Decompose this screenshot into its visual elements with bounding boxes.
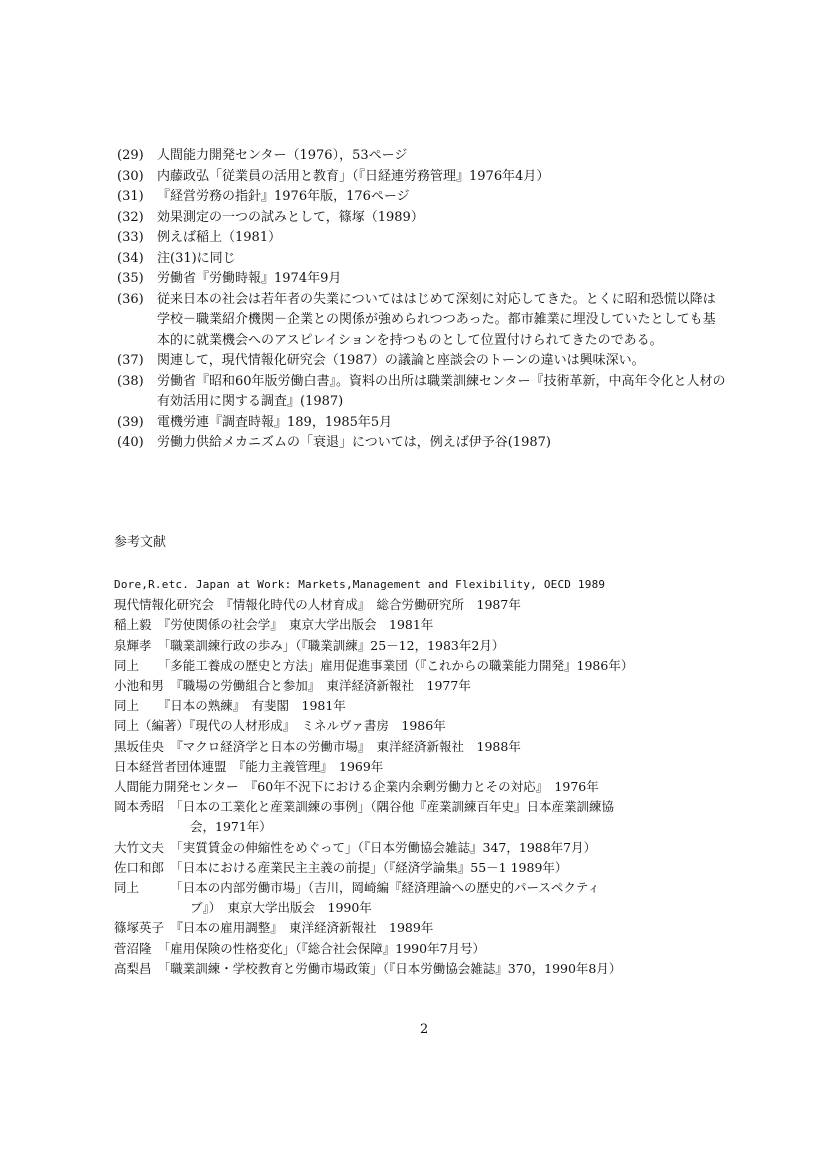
reference-entry: 黒坂佳央 『マクロ経済学と日本の労働市場』 東洋経済新報社 1988年 [114,738,521,754]
endnote [117,372,727,413]
endnote-number: (40) [117,435,144,450]
endnote-text: 『経営労務の指針』1976年版，176ページ [157,189,410,204]
references-list [114,575,734,979]
endnote-number: (39) [117,414,144,430]
reference-entry: 大竹文夫 「実質賃金の伸縮性をめぐって」（『日本労働協会雑誌』347，1988年7月） [114,839,597,855]
endnote [117,433,727,454]
endnote-text: 労働省『昭和60年版労働白書』。資料の出所は職業訓練センター『技術革新，中高年令化と人材の有効活用に関する調査』(1987) [157,373,726,409]
reference-entry: 稲上毅 『労使関係の社会学』 東京大学出版会 1981年 [114,617,434,633]
endnote [117,187,727,208]
endnote-text: 注(31)に同じ [157,250,236,266]
endnote-number: (30) [117,168,144,184]
endnote-text: 従来日本の社会は若年者の失業についてははじめて深刻に対応してきた。とくに昭和恐慌以降は学校－職業紹介機関－企業との関係が強められつつあった。都市雑業に埋没していたとしても基本的に就業機会へのアスピレイションを持つものとして位置付けられてきたのである。 [157,291,716,348]
endnote [117,413,727,434]
reference-entry: Dore,R.etc. Japan at Work: Markets,Management and Flexibility, OECD 1989 [114,578,606,591]
endnote-number: (38) [117,373,144,389]
endnote [117,228,727,249]
reference-entry-continuation: ブ』） 東京大学出版会 1990年 [190,900,372,916]
endnote-number: (29) [117,148,144,163]
endnote-number: (35) [117,271,144,286]
endnote [117,146,727,167]
endnote [117,249,727,270]
endnote-number: (31) [117,189,144,204]
endnote-text: 効果測定の一つの試みとして，篠塚（1989） [157,209,424,225]
endnote-number: (34) [117,250,144,266]
endnote-text: 電機労連『調査時報』189，1985年5月 [157,414,393,430]
endnote [117,351,727,372]
reference-entry: 同上 『日本の熟練』 有斐閣 1981年 [114,698,346,714]
reference-entry: 泉輝孝 「職業訓練行政の歩み」（『職業訓練』25－12，1983年2月） [114,637,505,653]
reference-entry: 小池和男 『職場の労働組合と参加』 東洋経済新報社 1977年 [114,678,471,694]
reference-entry: 岡本秀昭 「日本の工業化と産業訓練の事例」（隅谷他『産業訓練百年史』日本産業訓練協 [114,799,615,815]
endnote [117,208,727,229]
endnote [117,167,727,188]
endnote-text: 例えば稲上（1981） [157,230,282,245]
endnote-number: (37) [117,353,144,368]
endnotes-list [117,146,727,454]
endnote-text: 人間能力開発センター（1976），53ページ [157,148,408,163]
reference-entry: 佐口和郎 「日本における産業民主主義の前提」（『経済学論集』55－1 1989年） [114,859,568,875]
endnote [117,269,727,290]
reference-entry: 人間能力開発センター 『60年不況下における企業内余剰労働力とその対応』 1976年 [114,779,599,795]
endnote-text: 関連して，現代情報化研究会（1987）の議論と座談会のトーンの違いは興味深い。 [157,353,645,368]
reference-entry: 同上（編著）『現代の人材形成』 ミネルヴァ書房 1986年 [114,718,446,734]
reference-entry: 同上 「日本の内部労働市場」（吉川，岡崎編『経済理論への歴史的パースペクティ [114,880,600,896]
reference-entry: 同上 「多能工養成の歴史と方法」雇用促進事業団（『これからの職業能力開発』1986年） [114,657,634,673]
reference-entry: 高梨昌 「職業訓練・学校教育と労働市場政策」（『日本労働協会雑誌』370，1990年8月） [114,960,622,976]
reference-entry-continuation: 会，1971年） [190,819,272,835]
endnote-number: (36) [117,291,144,307]
endnote-number: (33) [117,230,144,245]
reference-entry: 現代情報化研究会 『情報化時代の人材育成』 総合労働研究所 1987年 [114,597,521,613]
endnote-text: 労働力供給メカニズムの「衰退」については，例えば伊予谷(1987) [157,435,551,450]
endnote-text: 労働省『労働時報』1974年9月 [157,271,342,286]
reference-entry: 菅沼隆 「雇用保険の性格変化」（『総合社会保障』1990年7月号） [114,940,486,956]
page-number: 2 [420,1022,429,1037]
endnote-number: (32) [117,209,144,225]
reference-entry: 日本経営者団体連盟 『能力主義管理』 1969年 [114,758,384,774]
references-heading: 参考文献 [114,535,167,550]
reference-entry: 篠塚英子 『日本の雇用調整』 東洋経済新報社 1989年 [114,920,434,936]
endnote [117,290,727,352]
endnote-text: 内藤政弘「従業員の活用と教育」（『日経連労務管理』1976年4月） [157,168,550,184]
